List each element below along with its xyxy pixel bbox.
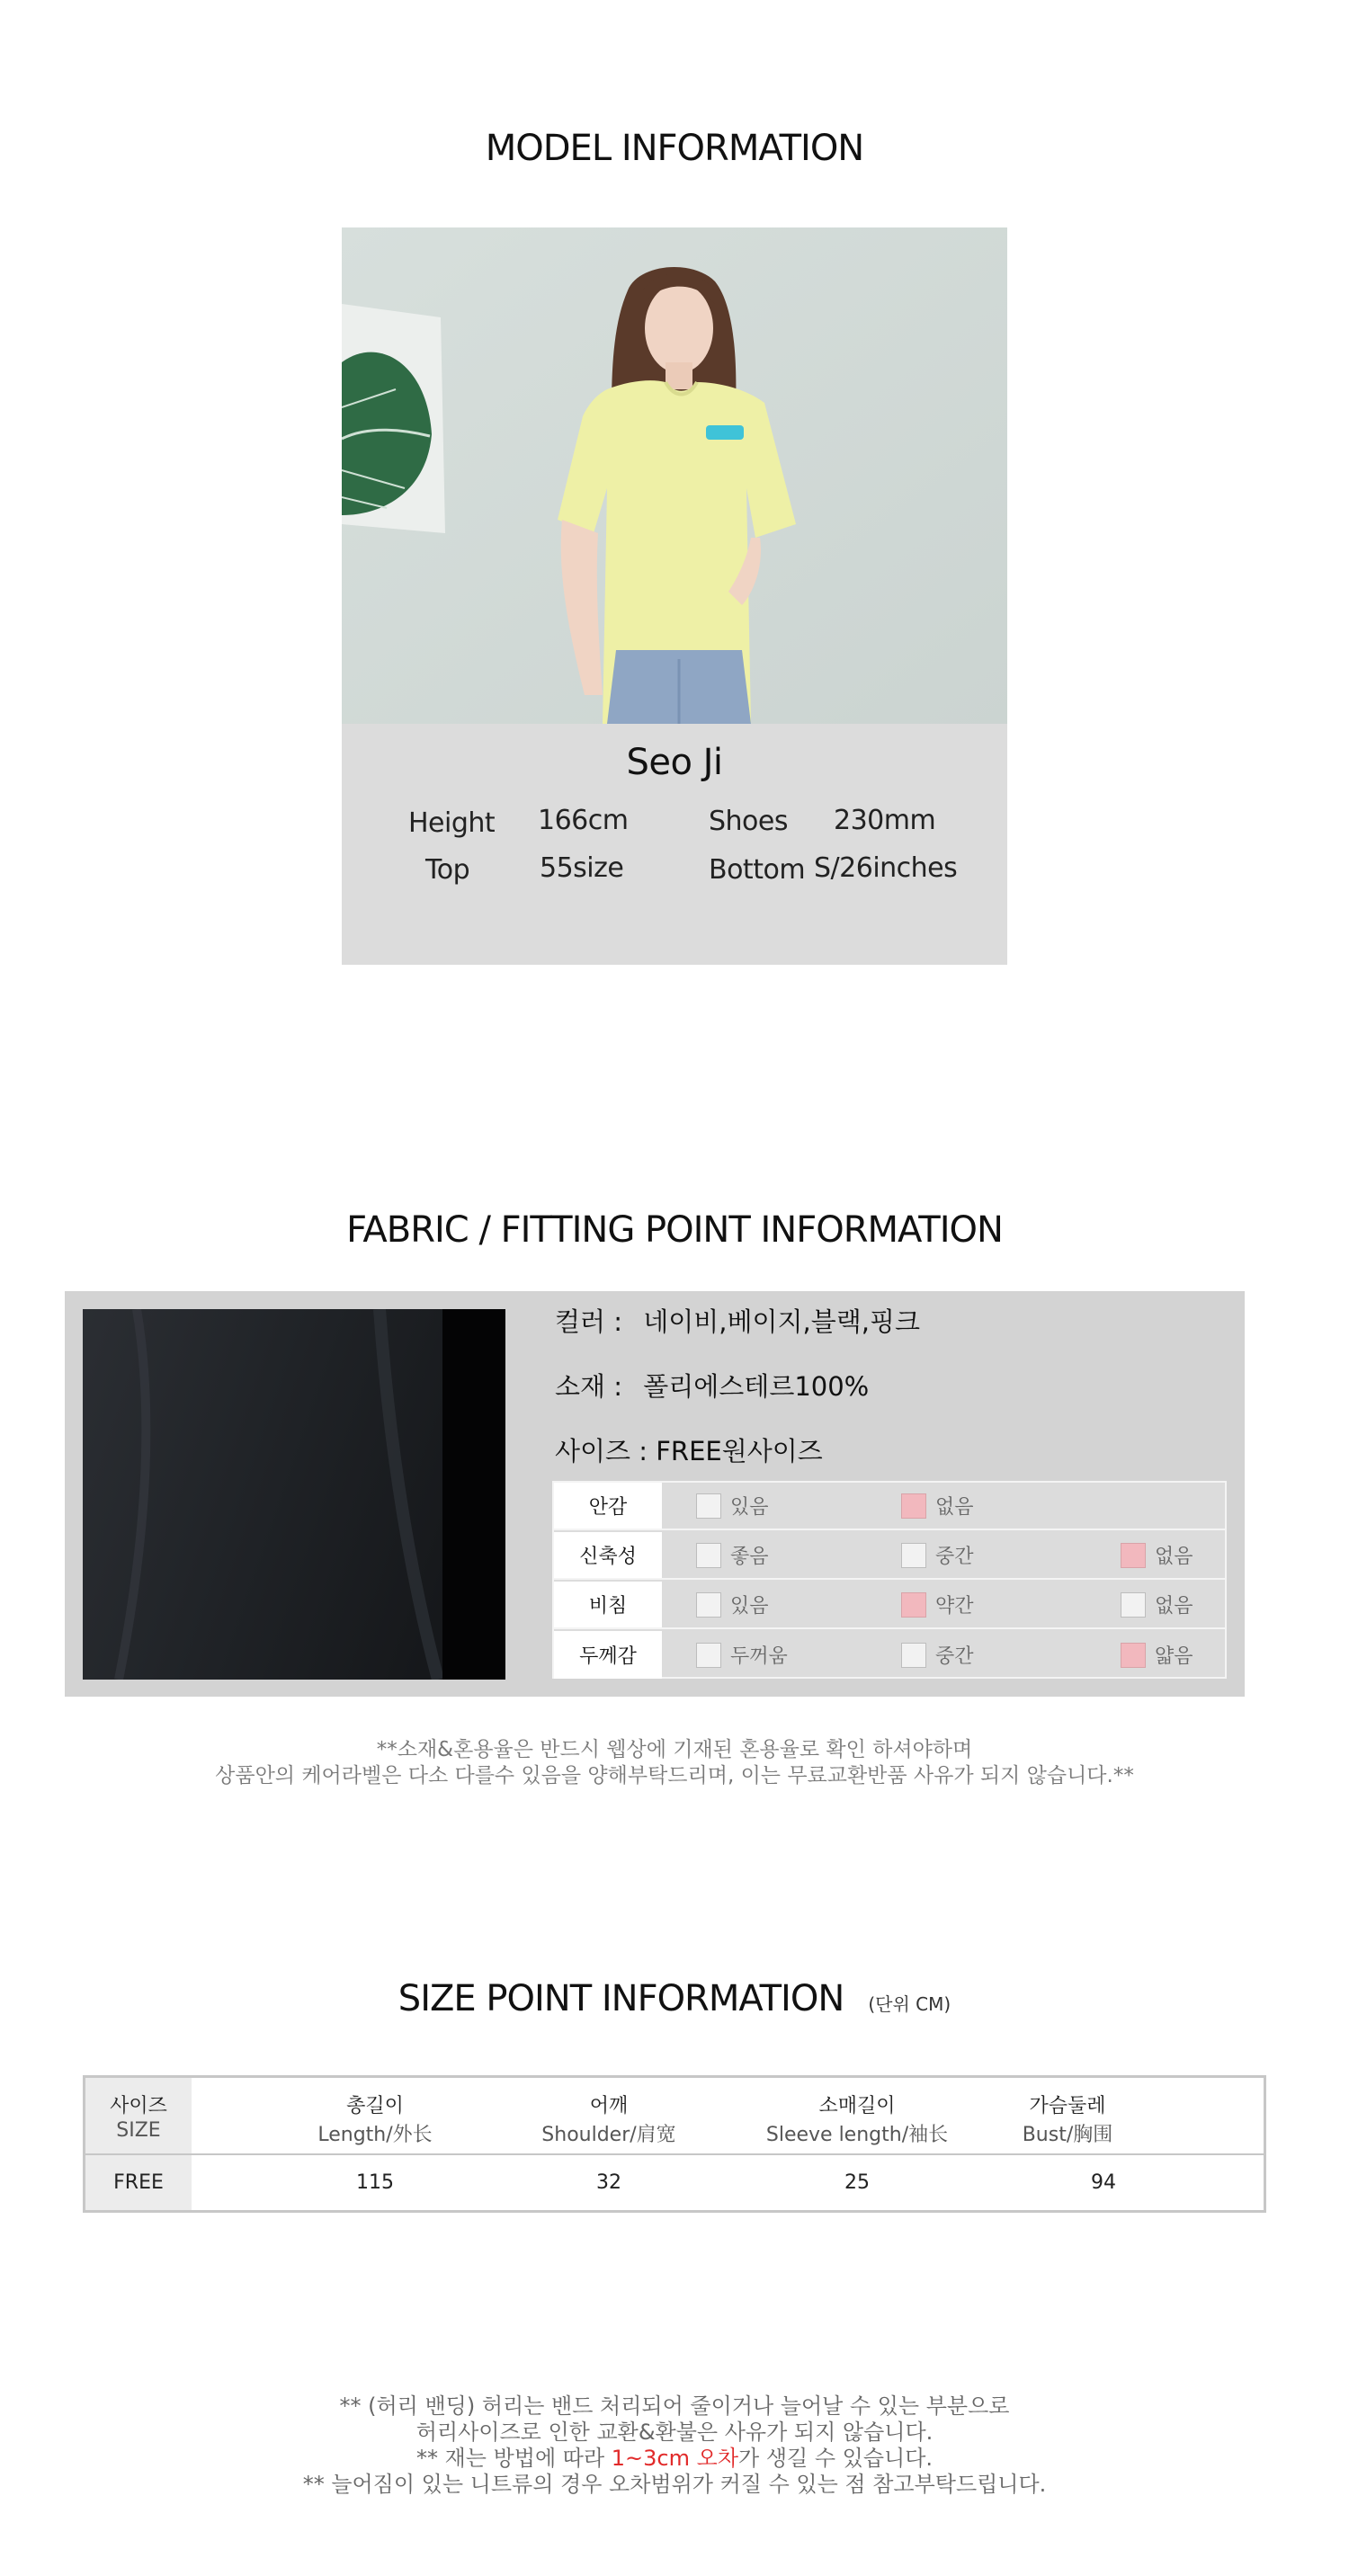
size-corner-en: SIZE [116, 2119, 161, 2142]
fit-option[interactable] [901, 1483, 974, 1529]
fit-option-label: 없음 [1155, 1595, 1193, 1618]
fit-row-lining [554, 1483, 1225, 1530]
fabric-note-line-2: 상품안의 케어라벨은 다소 다를수 있음을 양해부탁드리며, 이는 무료교환반품 사유가 되지 않습니다.** [215, 1764, 1134, 1787]
checkbox-checked[interactable] [901, 1493, 926, 1519]
size-table-divider [85, 2153, 1264, 2155]
fabric-material-row [555, 1367, 869, 1404]
size-col-sleeve-en: Sleeve length/袖长 [765, 2124, 949, 2146]
fit-row-sheerness [554, 1582, 1225, 1629]
checkbox-checked[interactable] [1121, 1543, 1146, 1568]
size-corner-ko: 사이즈 [110, 2095, 167, 2117]
fit-option-label: 얇음 [1155, 1645, 1193, 1668]
size-col-sleeve-ko: 소매길이 [818, 2095, 896, 2117]
fit-option[interactable] [901, 1532, 974, 1578]
bottom-value: S/26inches [814, 852, 958, 884]
height-label: Height [408, 807, 496, 839]
fit-option[interactable] [696, 1532, 769, 1578]
model-name: Seo Ji [626, 742, 723, 783]
top-value: 55size [540, 852, 624, 884]
checkbox-unchecked[interactable] [901, 1643, 926, 1668]
material-label: 소재 : [555, 1371, 623, 1402]
fit-option-label: 좋음 [730, 1546, 769, 1568]
bottom-label: Bottom [709, 854, 806, 886]
fit-option[interactable] [696, 1631, 788, 1679]
fit-option-label: 중간 [935, 1645, 974, 1668]
footer-note-line-4: ** 늘어짐이 있는 니트류의 경우 오차범위가 커질 수 있는 점 참고부탁드립니다. [302, 2472, 1047, 2497]
fit-option[interactable] [1121, 1582, 1193, 1627]
size-col-length-en: Length/外长 [317, 2124, 433, 2146]
fit-option-label: 없음 [935, 1496, 974, 1519]
fabric-color-row [555, 1302, 920, 1339]
fit-option-label: 없음 [1155, 1546, 1193, 1568]
fit-option-label: 있음 [730, 1595, 769, 1618]
fit-row-label: 비침 [554, 1582, 662, 1627]
fabric-size-row [555, 1431, 823, 1468]
fit-option[interactable] [901, 1631, 974, 1679]
size-label: 사이즈 : [555, 1436, 648, 1466]
fit-row-label: 두께감 [554, 1631, 662, 1679]
checkbox-unchecked[interactable] [696, 1543, 721, 1568]
model-section-title: MODEL INFORMATION [485, 128, 864, 169]
footer-note-line-3-start: ** 재는 방법에 따라 [415, 2446, 612, 2471]
fit-row-label: 신축성 [554, 1532, 662, 1578]
fabric-swatch [83, 1309, 505, 1680]
model-photo [342, 227, 1007, 724]
fit-option-label: 두꺼움 [730, 1645, 788, 1668]
checkbox-unchecked[interactable] [901, 1543, 926, 1568]
checkbox-unchecked[interactable] [696, 1643, 721, 1668]
fit-option[interactable] [901, 1582, 974, 1627]
footer-note-line-1: ** (허리 밴딩) 허리는 밴드 처리되어 줄이거나 늘어날 수 있는 부분으로 [339, 2393, 1010, 2419]
fitting-table [552, 1481, 1227, 1679]
checkbox-checked[interactable] [1121, 1643, 1146, 1668]
footer-note-line-2: 허리사이즈로 인한 교환&환불은 사유가 되지 않습니다. [415, 2420, 934, 2445]
fit-option[interactable] [1121, 1532, 1193, 1578]
fit-option-label: 있음 [730, 1496, 769, 1519]
fit-row-thickness [554, 1631, 1225, 1679]
checkbox-checked[interactable] [901, 1592, 926, 1618]
fit-option-label: 중간 [935, 1546, 974, 1568]
footer-note-line-3-end: 가 생길 수 있습니다. [738, 2446, 934, 2471]
fit-row-stretch [554, 1532, 1225, 1580]
fit-row-label: 안감 [554, 1483, 662, 1529]
size-row-label: FREE [113, 2171, 164, 2194]
model-info-panel [342, 724, 1007, 965]
color-label: 컬러 : [555, 1306, 623, 1337]
size-col-shoulder-en: Shoulder/肩宽 [541, 2124, 676, 2146]
size-value: FREE원사이즈 [656, 1436, 823, 1466]
size-col-bust-en: Bust/胸围 [1022, 2124, 1113, 2146]
checkbox-unchecked[interactable] [1121, 1592, 1146, 1618]
footer-note-line-3 [0, 2446, 1349, 2472]
size-value-length: 115 [356, 2171, 394, 2194]
size-col-bust-ko: 가슴둘레 [1029, 2095, 1106, 2117]
size-table [83, 2075, 1266, 2213]
fit-option-label: 약간 [935, 1595, 974, 1618]
top-label: Top [425, 854, 470, 886]
size-value-shoulder: 32 [596, 2171, 621, 2194]
size-unit-label: (단위 CM) [868, 1993, 951, 2015]
height-value: 166cm [538, 805, 629, 836]
checkbox-unchecked[interactable] [696, 1493, 721, 1519]
shoes-value: 230mm [834, 805, 936, 836]
size-col-shoulder-ko: 어깨 [589, 2095, 629, 2117]
fit-option[interactable] [696, 1582, 769, 1627]
size-value-bust: 94 [1091, 2171, 1116, 2194]
size-section-title: SIZE POINT INFORMATION [398, 1978, 844, 2019]
fabric-note-line-1: **소재&혼용율은 반드시 웹상에 기재된 혼용율로 확인 하셔야하며 [376, 1738, 973, 1761]
size-value-sleeve: 25 [844, 2171, 870, 2194]
fit-option[interactable] [1121, 1631, 1193, 1679]
fit-option[interactable] [696, 1483, 769, 1529]
size-section-header [0, 1978, 1349, 2019]
material-value: 폴리에스테르100% [643, 1371, 870, 1402]
size-col-length-ko: 총길이 [346, 2095, 404, 2117]
fabric-section-title: FABRIC / FITTING POINT INFORMATION [346, 1209, 1003, 1251]
color-value: 네이비,베이지,블랙,핑크 [643, 1306, 921, 1337]
shoes-label: Shoes [709, 806, 788, 837]
footer-note-error-range: 1~3cm 오차 [611, 2446, 739, 2471]
checkbox-unchecked[interactable] [696, 1592, 721, 1618]
